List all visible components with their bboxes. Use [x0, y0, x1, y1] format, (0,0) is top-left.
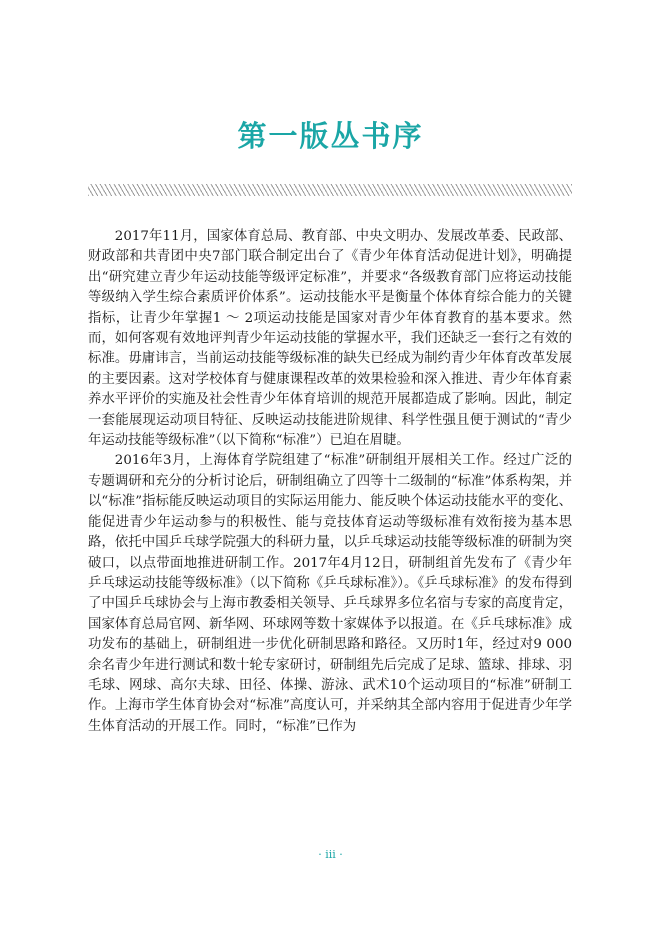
paragraph-1: 2017年11月，国家体育总局、教育部、中央文明办、发展改革委、民政部、财政部和共青团中央7部门联合制定出台了《青少年体育活动促进计划》，明确提出“研究建立青少年运动技能等级评定标准”，并要求“各级教育部门应将运动技能等级纳入学生综合素质评价体系”。运动技能水平是衡量个体体育综合能力的关键指标，让青少年掌握1 ～ 2项运动技能是国家对青少年体育教育的基本要求。然而，如何客观有效地评判青少年运动技能的掌握水平，我们还缺乏一套行之有效的标准。毋庸讳言，当前运动技能等级标准的缺失已经成为制约青少年体育改革发展的主要因素。这对学校体育与健康课程改革的效果检验和深入推进、青少年体育素养水平评价的实施及社会性青少年体育培训的规范开展都造成了影响。因此，制定一套能展现运动项目特征、反映运动技能进阶规律、科学性强且便于测试的“青少年运动技能等级标准”（以下简称“标准”）已迫在眉睫。 [88, 229, 572, 449]
body-text [88, 227, 572, 737]
page-number: · iii · [318, 848, 343, 861]
paragraph-2: 2016年3月，上海体育学院组建了“标准”研制组开展相关工作。经过广泛的专题调研和充分的分析讨论后，研制组确立了四等十二级制的“标准”体系构架，并以“标准”指标能反映运动项目的实际运用能力、能反映个体运动技能水平的变化、能促进青少年运动参与的积极性、能与竞技体育运动等级标准有效衔接为基本思路，依托中国乒乓球学院强大的科研力量，以乒乓球运动技能等级标准的研制为突破口，以点带面地推进研制工作。2017年4月12日，研制组首先发布了《青少年乒乓球运动技能等级标准》（以下简称《乒乓球标准》）。《乒乓球标准》的发布得到了中国乒乓球协会与上海市教委相关领导、乒乓球界多位名宿与专家的高度肯定，国家体育总局官网、新华网、环球网等数十家媒体予以报道。在《乒乓球标准》成功发布的基础上，研制组进一步优化研制思路和路径。又历时1年，经过对9 000余名青少年进行测试和数十轮专家研讨，研制组先后完成了足球、篮球、排球、羽毛球、网球、高尔夫球、田径、体操、游泳、武术10个运动项目的“标准”研制工作。上海市学生体育协会对“标准”高度认可，并采纳其全部内容用于促进青少年学生体育活动的开展工作。同时，“标准”已作为 [88, 453, 572, 734]
decorative-hatch-divider [88, 184, 572, 196]
page-title: 第一版丛书序 [237, 119, 424, 153]
